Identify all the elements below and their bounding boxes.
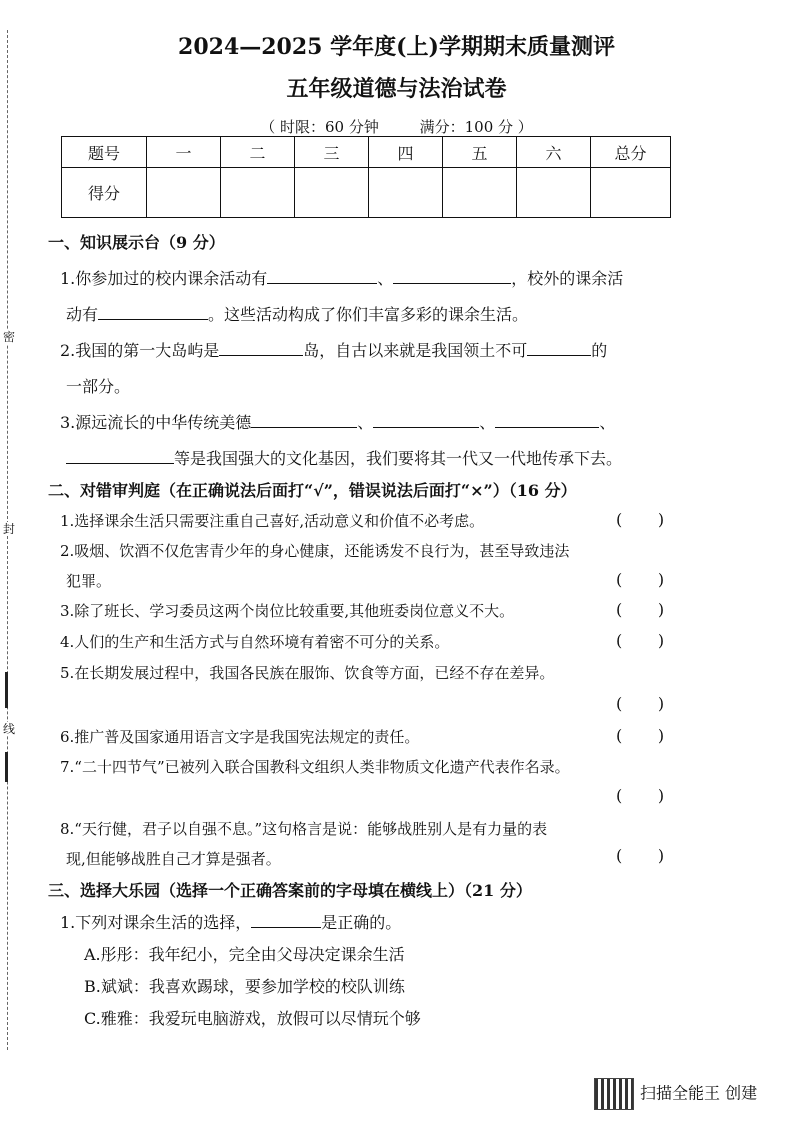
answer-parens[interactable]: ( )	[616, 510, 665, 529]
s1-q3-sep: 、	[479, 413, 496, 432]
answer-parens[interactable]: ( )	[616, 600, 665, 619]
watermark-text: 扫描全能王 创建	[640, 1083, 758, 1103]
s3-q1-text: 是正确的。	[321, 913, 402, 932]
score-table-header-cell: 五	[443, 137, 517, 168]
s1-q2-line1	[60, 338, 607, 361]
s2-q8-line1: 8.“天行健，君子以自强不息。”这句格言是说：能够战胜别人是有力量的表	[60, 820, 548, 838]
exam-meta	[0, 116, 793, 137]
s3-q1-option-b: B.斌斌：我喜欢踢球，要参加学校的校队训练	[84, 977, 405, 996]
s1-q3-sep: 、	[357, 413, 374, 432]
binding-mark	[5, 752, 8, 782]
answer-parens[interactable]: ( )	[616, 846, 665, 865]
s1-q2-text: 岛，自古以来就是我国领土不可	[303, 341, 528, 360]
scanner-watermark	[594, 1078, 757, 1110]
score-table-header-cell: 四	[369, 137, 443, 168]
s2-q3: 3.除了班长、学习委员这两个岗位比较重要,其他班委岗位意义不大。	[60, 602, 515, 620]
score-table-header-cell: 题号	[62, 137, 147, 168]
s1-q3-sep: 、	[599, 413, 616, 432]
score-cell[interactable]	[221, 168, 295, 218]
qr-code-icon	[594, 1078, 634, 1110]
score-cell[interactable]	[295, 168, 369, 218]
s2-q8-line2: 现,但能够战胜自己才算是强者。	[66, 850, 281, 868]
score-table	[61, 136, 671, 218]
s1-q3-text: 3.源远流长的中华传统美德	[60, 413, 252, 432]
answer-parens[interactable]: ( )	[616, 631, 665, 650]
answer-blank[interactable]	[219, 341, 303, 356]
time-limit: （ 时限：60 分钟	[260, 118, 379, 136]
score-table-score-row	[62, 168, 671, 218]
s3-q1-text: 1.下列对课余生活的选择，	[60, 913, 252, 932]
score-table-header-cell: 六	[517, 137, 591, 168]
score-table-header-cell: 三	[295, 137, 369, 168]
score-cell[interactable]	[443, 168, 517, 218]
s2-q1: 1.选择课余生活只需要注重自己喜好,活动意义和价值不必考虑。	[60, 512, 485, 530]
s1-q2-text: 的	[591, 341, 608, 360]
answer-parens[interactable]: ( )	[616, 726, 665, 745]
s1-q3-line2	[66, 446, 622, 469]
s2-q7: 7.“二十四节气”已被列入联合国教科文组织人类非物质文化遗产代表作名录。	[60, 758, 570, 776]
section3-heading: 三、选择大乐园（选择一个正确答案前的字母填在横线上）（21 分）	[48, 881, 532, 900]
s2-q5: 5.在长期发展过程中，我国各民族在服饰、饮食等方面，已经不存在差异。	[60, 664, 555, 682]
answer-blank[interactable]	[66, 449, 174, 464]
exam-title: 2024—2025 学年度(上)学期期末质量测评	[178, 34, 615, 60]
binding-char-mi: 密	[3, 330, 16, 344]
section2-heading: 二、对错审判庭（在正确说法后面打“√”，错误说法后面打“×”）（16 分）	[48, 481, 577, 500]
s1-q1-text: 动有	[66, 305, 99, 324]
score-cell[interactable]	[369, 168, 443, 218]
answer-blank[interactable]	[373, 413, 479, 428]
score-cell[interactable]	[517, 168, 591, 218]
answer-parens[interactable]: ( )	[616, 786, 665, 805]
s1-q2-text: 2.我国的第一大岛屿是	[60, 341, 220, 360]
binding-mark	[5, 672, 8, 708]
s1-q1-line1	[60, 266, 623, 289]
score-row-label: 得分	[62, 168, 147, 218]
s3-q1-option-c: C.雅雅：我爱玩电脑游戏，放假可以尽情玩个够	[84, 1009, 421, 1028]
binding-char-xian: 线	[3, 722, 16, 736]
s1-q3-line1	[60, 410, 615, 433]
s1-q1-line2	[66, 302, 528, 325]
s3-q1	[60, 910, 401, 933]
answer-blank[interactable]	[98, 305, 208, 320]
section1-heading: 一、知识展示台（9 分）	[48, 233, 225, 252]
score-cell[interactable]	[147, 168, 221, 218]
s2-q4: 4.人们的生产和生活方式与自然环境有着密不可分的关系。	[60, 633, 450, 651]
score-table-header-row	[62, 137, 671, 168]
score-table-header-cell: 一	[147, 137, 221, 168]
answer-blank[interactable]	[393, 269, 511, 284]
s1-q1-text: 1.你参加过的校内课余活动有	[60, 269, 268, 288]
binding-char-feng: 封	[3, 522, 16, 536]
s2-q6: 6.推广普及国家通用语言文字是我国宪法规定的责任。	[60, 728, 420, 746]
score-table-header-cell: 总分	[591, 137, 671, 168]
s1-q1-text: ，校外的课余活	[511, 269, 624, 288]
s1-q1-text: 。这些活动构成了你们丰富多彩的课余生活。	[208, 305, 529, 324]
s1-q2-line2: 一部分。	[66, 377, 131, 396]
answer-parens[interactable]: ( )	[616, 570, 665, 589]
score-table-header-cell: 二	[221, 137, 295, 168]
s1-q3-text: 等是我国强大的文化基因，我们要将其一代又一代地传承下去。	[174, 449, 623, 468]
s1-q1-sep: 、	[377, 269, 394, 288]
answer-parens[interactable]: ( )	[616, 694, 665, 713]
answer-blank[interactable]	[267, 269, 377, 284]
answer-blank[interactable]	[251, 413, 357, 428]
full-score: 满分：100 分 ）	[419, 118, 533, 136]
answer-blank[interactable]	[527, 341, 591, 356]
binding-dashed-line	[7, 30, 18, 1050]
s3-q1-option-a: A.彤彤：我年纪小，完全由父母决定课余生活	[84, 945, 405, 964]
exam-subtitle: 五年级道德与法治试卷	[286, 76, 507, 102]
s2-q2-line2: 犯罪。	[66, 572, 112, 590]
s2-q2-line1: 2.吸烟、饮酒不仅危害青少年的身心健康，还能诱发不良行为，甚至导致违法	[60, 542, 570, 560]
score-cell[interactable]	[591, 168, 671, 218]
answer-blank[interactable]	[495, 413, 599, 428]
answer-blank[interactable]	[251, 913, 321, 928]
